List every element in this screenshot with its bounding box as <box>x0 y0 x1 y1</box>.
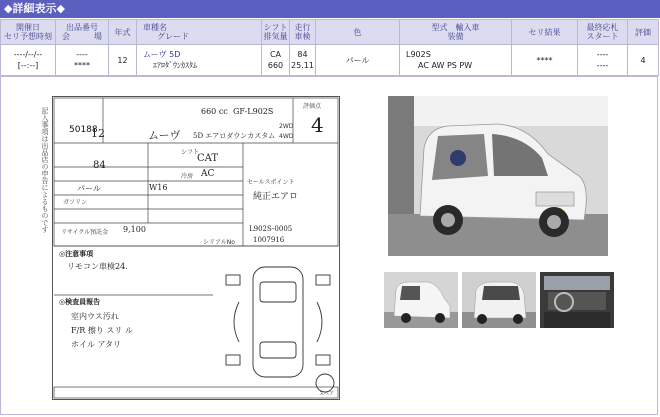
sheet-notes-label: ◎注意事項 <box>59 250 94 258</box>
thumb-front[interactable] <box>384 272 458 328</box>
col-mileage: 走行 車検 <box>290 20 316 45</box>
car-rear-thumb-icon <box>462 272 536 328</box>
sheet-report-3: ホイル アタリ <box>71 340 121 349</box>
col-shift: シフト 排気量 <box>262 20 290 45</box>
sheet-score: 4 <box>311 113 324 137</box>
sheet-shift-label: シフト <box>181 149 200 156</box>
grade-value: ｴｱﾛﾀﾞｳﾝｶｽﾀﾑ <box>153 61 197 70</box>
car-interior-thumb-icon <box>540 272 614 328</box>
sheet-score-label: 評価点 <box>303 103 322 110</box>
sheet-side-caption: 記入事項は出品店の申告によるものです <box>41 107 49 233</box>
main-vehicle-photo[interactable] <box>388 96 608 256</box>
sheet-lot-number: 50188 <box>69 125 98 135</box>
sheet-recycle-value: 9,100 <box>123 225 146 234</box>
col-type: 型式 輸入車 装備 <box>400 20 512 45</box>
inspection-sheet-image[interactable] <box>41 96 340 400</box>
col-bid: 最終応札 スタート <box>578 20 628 45</box>
car-photo-icon <box>388 96 608 256</box>
sheet-recycle-label: リサイクル預託金 <box>61 229 109 236</box>
year-value: 12 <box>109 45 137 76</box>
sheet-report-1: 室内ウス汚れ <box>71 312 119 321</box>
vehicle-info-table <box>0 19 659 76</box>
sheet-inspector-label: ◎検査員報告 <box>59 298 101 306</box>
sheet-color: パール <box>77 184 101 193</box>
sheet-model-code: GF-L902S <box>233 107 274 116</box>
sheet-model: ムーヴ <box>148 129 181 142</box>
sheet-displacement: 660 cc <box>201 107 228 116</box>
mileage-value: 84 <box>297 50 308 59</box>
col-lot: 出品番号 会 場 <box>56 20 109 45</box>
thumb-interior[interactable] <box>540 272 614 328</box>
sheet-report-2: F/R 擦り スリ ル <box>71 326 133 335</box>
sheet-ac: AC <box>201 169 215 179</box>
vehicle-row <box>1 45 659 76</box>
score-value: 4 <box>628 45 659 76</box>
sheet-grade: 5D エアロダウンカスタム <box>193 132 276 140</box>
sheet-spare-label: スペア <box>319 391 335 397</box>
sheet-shift: CAT <box>197 153 218 164</box>
sheet-4wd: 4WD <box>279 133 294 140</box>
sheet-2wd: 2WD <box>279 123 294 130</box>
header-row <box>1 20 659 45</box>
displacement-value: 660 <box>267 61 284 70</box>
sheet-sales-point-label: セールスポイント <box>247 179 295 186</box>
detail-title-bar: ◆詳細表示◆ <box>0 0 660 18</box>
shift-value: CA <box>269 50 282 59</box>
color-value: パール <box>316 45 400 76</box>
last-bid-value: ---- <box>596 50 609 59</box>
col-result: セリ結果 <box>512 20 578 45</box>
sheet-notes: リモコン車検24. <box>67 262 128 271</box>
col-date: 開催日 セリ予想時刻 <box>1 20 56 45</box>
inspection-value: 25.11 <box>291 61 314 70</box>
thumb-rear[interactable] <box>462 272 536 328</box>
sheet-year: 12 <box>91 127 105 140</box>
auction-time: [--:--] <box>17 61 39 70</box>
sheet-serial-label: シリアルNo <box>203 239 235 246</box>
sheet-mileage: 84 <box>93 160 106 171</box>
auction-date: ----/--/-- <box>13 50 43 59</box>
col-model: 車種名 グレード <box>137 20 262 45</box>
result-value: **** <box>512 45 578 76</box>
col-score: 評価 <box>628 20 659 45</box>
venue: **** <box>74 61 90 70</box>
type-value: L902S <box>406 50 431 59</box>
sheet-fuel-label: ガソリン <box>63 199 88 206</box>
equipment-value: AC AW PS PW <box>418 61 473 70</box>
col-year: 年式 <box>109 20 137 45</box>
sheet-frame-number: L902S-0005 <box>249 225 293 233</box>
lot-number: ---- <box>76 50 88 59</box>
car-front-thumb-icon <box>384 272 458 328</box>
start-value: ---- <box>596 61 609 70</box>
inspection-sheet-drawing <box>53 97 339 399</box>
sheet-serial: 1007916 <box>253 236 285 244</box>
sheet-color-code: W16 <box>149 183 168 192</box>
sheet-sales-point: 純正エアロ <box>253 192 299 202</box>
model-link[interactable]: ムーヴ 5D <box>143 50 181 59</box>
col-color: 色 <box>316 20 400 45</box>
sheet-ac-label: 冷房 <box>181 173 194 180</box>
